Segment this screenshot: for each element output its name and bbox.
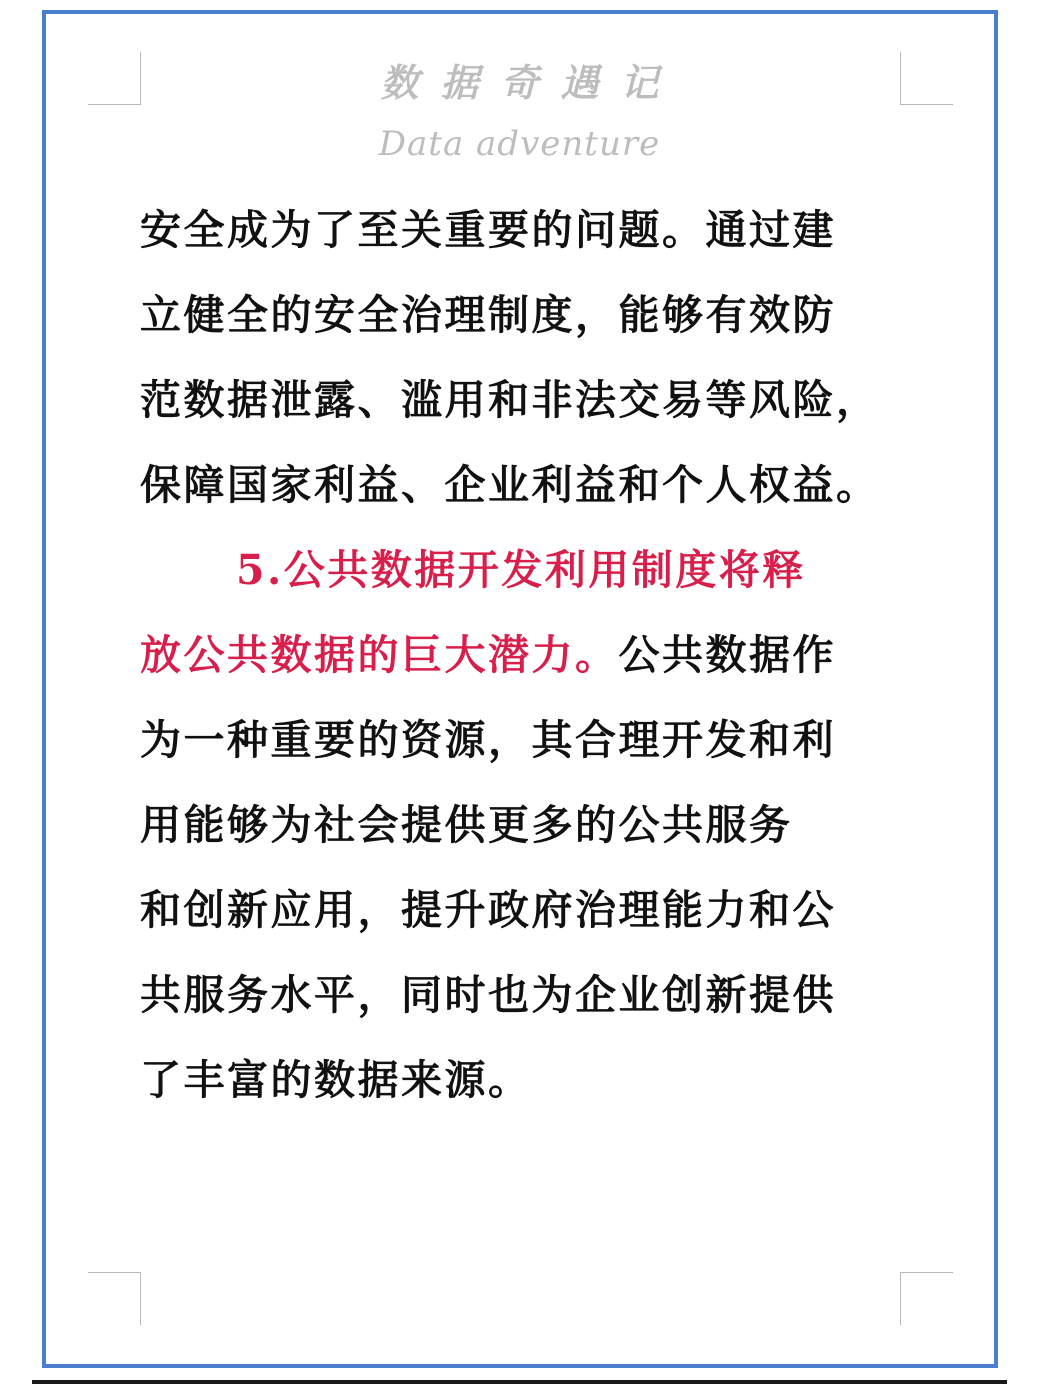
paragraph-line: 用能够为社会提供更多的公共服务 [140,801,793,849]
paragraph-line: 范数据泄露、滥用和非法交易等风险， [140,376,880,424]
corner-mark-bottom-right [900,1272,953,1325]
paragraph-line: 立健全的安全治理制度，能够有效防 [140,291,836,339]
header-title-chinese: 数据奇遇记 [380,60,681,105]
paragraph-line: 共服务水平，同时也为企业创新提供 [140,971,836,1019]
section-heading-text: 放公共数据的巨大潜力。 [140,631,619,679]
corner-mark-bottom-left [88,1272,141,1325]
header-title-english: Data adventure [378,124,661,164]
section-heading-text: 5.公共数据开发利用制度将释 [236,546,806,594]
paragraph-line: 保障国家利益、企业利益和个人权益。 [140,461,880,509]
paragraph-line: 安全成为了至关重要的问题。通过建 [140,206,836,254]
article-body [140,188,930,1123]
paragraph-text: 公共数据作 [618,631,836,679]
paragraph-line: 为一种重要的资源，其合理开发和利 [140,716,836,764]
paragraph-line: 和创新应用，提升政府治理能力和公 [140,886,836,934]
bottom-divider [32,1380,1007,1384]
paragraph-line [140,613,930,698]
paragraph-line: 了丰富的数据来源。 [140,1056,532,1104]
section-heading-line [140,528,930,613]
